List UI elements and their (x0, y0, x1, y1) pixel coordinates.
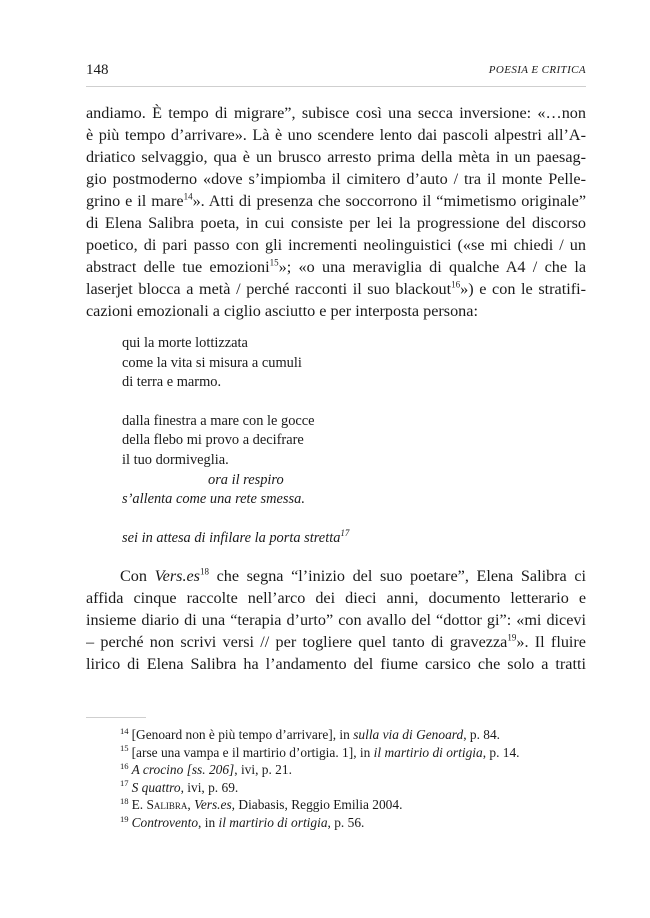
text-line (86, 190, 586, 212)
text-segment: abstract delle tue emozioni (86, 258, 270, 276)
poem-line: qui la morte lottizzata (122, 335, 248, 351)
footnote-title: Controvento (131, 814, 199, 830)
footnote-ref[interactable]: 18 (200, 566, 209, 577)
text-segment: sei in attesa di infilare la porta stretta (122, 529, 341, 546)
text-line: è più tempo d’arrivare». Là è uno scendere lento dai pascoli alpestri all’A- (86, 126, 586, 144)
text-line: lirico di Elena Salibra ha l’andamento del fiume carsico che solo a tratti (86, 655, 586, 674)
footnote-text: [Genoard non è più tempo d’arrivare], in (131, 727, 354, 742)
footnote-text: , p. 14. (482, 744, 520, 760)
poem-quote (122, 334, 586, 548)
footnote-16 (120, 761, 590, 779)
poem-line: dalla finestra a mare con le gocce (122, 412, 315, 429)
text-segment: laserjet blocca a metà / perché racconti il suo blackout (86, 280, 452, 298)
text-line (86, 278, 586, 300)
page-header (86, 62, 586, 86)
footnote-ref[interactable]: 16 (451, 279, 461, 290)
text-line (86, 256, 586, 278)
footnote-text: , ivi, p. 21. (234, 762, 292, 778)
footnote-17 (120, 779, 590, 797)
footnote-ref[interactable]: 19 (507, 632, 517, 643)
book-title: Vers.es (154, 567, 200, 586)
page-number: 148 (86, 62, 109, 78)
footnote-text: Diabasis, Reggio Emilia 2004. (235, 797, 403, 813)
footnote-ref[interactable]: 17 (340, 527, 350, 538)
text-segment: ». Il fluire (516, 633, 586, 652)
text-segment: ») e con le stratifi- (460, 280, 586, 298)
poem-line: come la vita si misura a cumuli (122, 354, 302, 371)
footnote-number: 18 (120, 795, 129, 806)
footnotes (120, 726, 590, 832)
poem-line-italic: ora il respiro (208, 471, 284, 488)
footnote-number: 15 (120, 743, 129, 754)
footnote-title: il martirio di ortigia (373, 744, 483, 760)
footnote-title: sulla via di Genoard (353, 727, 464, 742)
poem-line: di terra e marmo. (122, 374, 222, 391)
footnote-number: 14 (120, 725, 129, 736)
footnote-text: , ivi, p. 69. (180, 779, 239, 795)
footnote-number: 16 (120, 760, 129, 771)
footnote-author: Salibra (146, 797, 188, 813)
text-line: di Elena Salibra poeta, in cui consiste per lei la progressione del discorso (86, 214, 586, 232)
text-line: driatico selvaggio, qua è un brusco arresto prima della mèta in un paesag- (86, 148, 586, 166)
footnote-text: , p. 56. (327, 814, 365, 830)
running-title: POESIA E CRITICA (488, 64, 586, 76)
main-text (86, 102, 586, 675)
footnote-18 (120, 796, 590, 814)
text-line (86, 565, 586, 587)
text-line (86, 631, 586, 653)
footnote-rule (86, 717, 146, 718)
poem-line-italic: s’allenta come una rete smessa. (122, 491, 305, 508)
text-line: cazioni emozionali a ciglio asciutto e per interposta persona: (86, 302, 478, 320)
footnote-title: Vers.es, (194, 797, 236, 813)
header-rule (86, 86, 586, 87)
text-segment: che segna “l’inizio del suo poetare”, Elena Salibra ci (209, 567, 586, 586)
paragraph-1 (86, 102, 586, 322)
footnote-number: 19 (120, 813, 129, 824)
stanza-3 (122, 529, 586, 549)
footnote-title: S quattro (131, 779, 181, 795)
text-line: gio postmoderno «dove s’impiomba il cimitero d’auto / tra il monte Pelle- (86, 170, 586, 188)
text-line: insieme diario di una “terapia d’urto” con avallo del “dottor gi”: «mi dicevi (86, 611, 586, 630)
footnote-text: , (187, 797, 195, 813)
footnote-number: 17 (120, 778, 129, 789)
stanza-2 (122, 412, 586, 510)
footnote-15 (120, 744, 590, 762)
footnote-title: il martirio di ortigia (218, 814, 328, 830)
footnote-ref[interactable]: 15 (269, 257, 279, 268)
footnote-14 (120, 726, 590, 744)
footnote-text: , p. 84. (463, 727, 501, 742)
text-segment: – perché non scrivi versi // per togliere quel tanto di gravezza (86, 633, 508, 652)
poem-line: della flebo mi provo a decifrare (122, 432, 304, 449)
poem-line: il tuo dormiveglia. (122, 451, 229, 468)
text-segment: ». Atti di presenza che soccorrono il “mimetismo originale” (192, 192, 586, 210)
footnote-19 (120, 814, 590, 832)
stanza-1 (122, 334, 586, 393)
footnote-text: E. (131, 797, 147, 813)
footnote-text: [arse una vampa e il martirio d’ortigia. 1], in (131, 744, 374, 760)
text-segment: grino e il mare (86, 192, 184, 210)
text-line: poetico, di pari passo con gli incrementi neolinguistici («se mi chiedi / un (86, 236, 586, 254)
text-line: andiamo. È tempo di migrare”, subisce così una secca inversione: «…non (86, 104, 586, 122)
text-segment: »; «o una meraviglia di qualche A4 / che la (278, 258, 586, 276)
text-segment: Con (120, 567, 155, 586)
footnote-title: A crocino [ss. 206] (131, 762, 235, 778)
footnote-text: , in (198, 814, 219, 830)
poem-line-italic (122, 529, 586, 549)
footnote-ref[interactable]: 14 (183, 191, 193, 202)
paragraph-2 (86, 565, 586, 675)
text-line: affida cinque raccolte nell’arco dei dieci anni, documento letterario e (86, 589, 586, 608)
